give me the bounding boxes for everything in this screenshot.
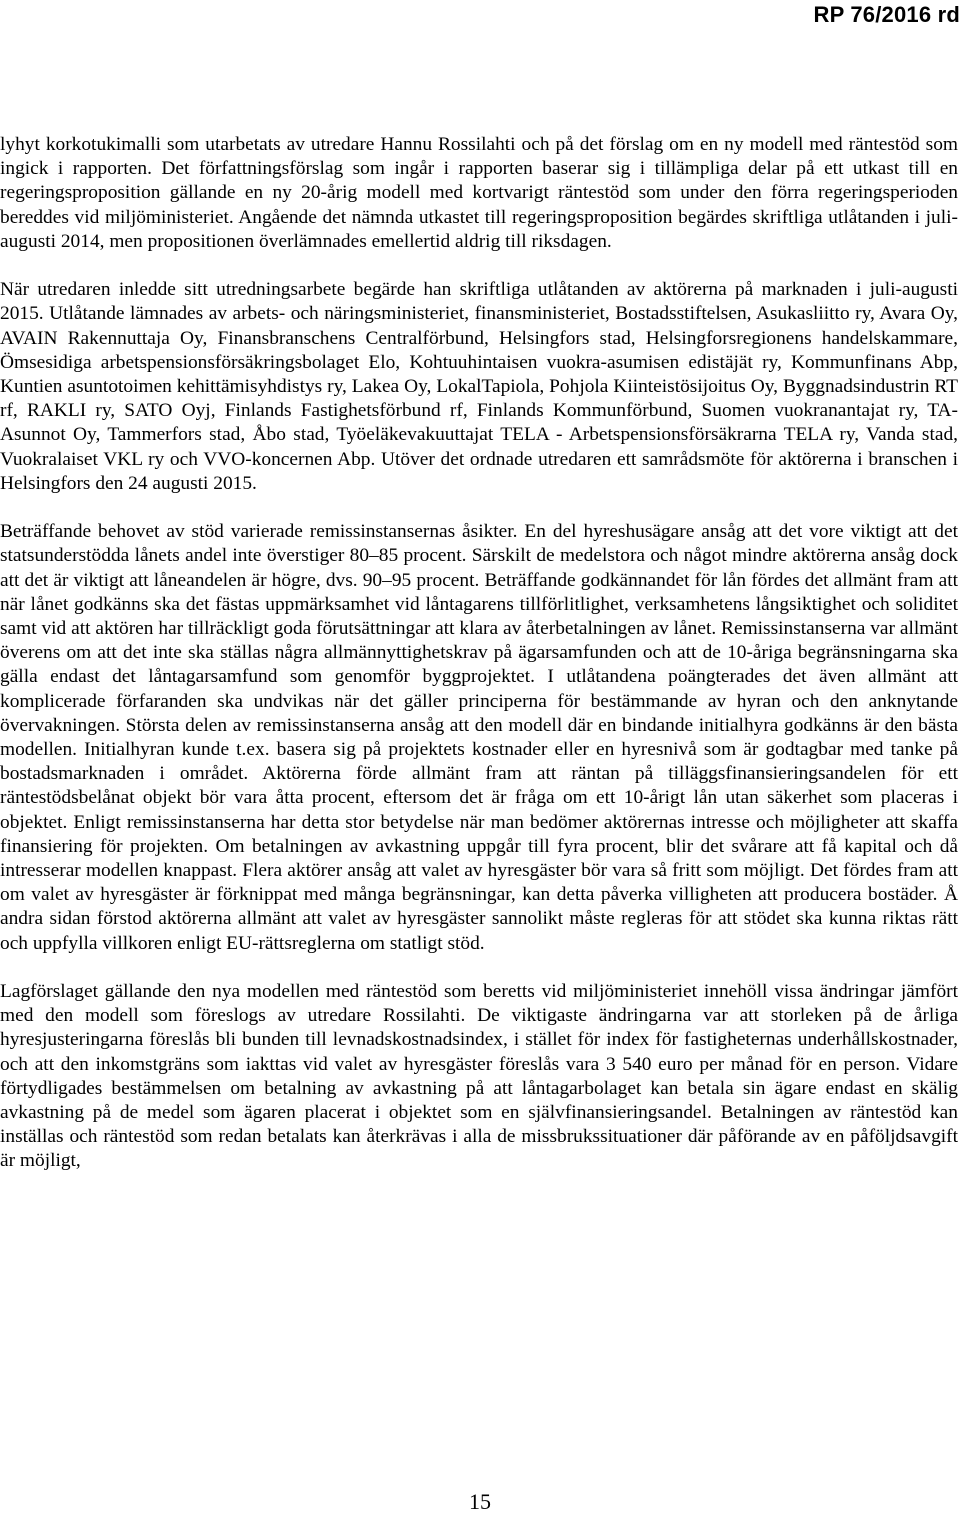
body-text — [0, 133, 958, 1174]
page-number: 15 — [469, 1489, 491, 1514]
paragraph-1: lyhyt korkotukimalli som utarbetats av utredare Hannu Rossilahti och på det förslag om en ny modell med räntestöd som ingick i rapporten. Det författningsförslag som ingår i rapporten baserar sig i tillämpliga delar på ett utkast till en regeringsproposition gällande en ny 20-årig modell med kortvarigt räntestöd som under den förra regeringsperioden bereddes vid miljöministeriet. Angående det nämnda utkastet till regeringsproposition begärdes skriftliga utlåtanden i juli-augusti 2014, men propositionen överlämnades emellertid aldrig till riksdagen. — [0, 134, 958, 252]
paragraph-3: Beträffande behovet av stöd varierade remissinstansernas åsikter. En del hyreshusägare ansåg att det vore viktigt att det statsunderstödda lånets andel inte överstiger 80–85 procent. Särskilt de medelstora och något mindre aktörerna ansåg dock att det är viktigt att låneandelen är högre, dvs. 90–95 procent. Beträffande godkännandet för lån fördes det allmänt fram att när lånet godkänns ska det fästas uppmärksamhet vid låntagarens tillförlitlighet, verksamhetens långsiktighet och soliditet samt vid att aktören har tillräckligt goda förutsättningar att klara av återbetalningen av lånet. Remissinstanserna var allmänt överens om att det inte ska ställas några allmännyttighetskrav på ägarsamfunden och att de 10-åriga begränsningarna ska gälla endast det låntagarsamfund som genomför byggprojektet. I utlåtandena poängterades det även allmänt att komplicerade förfaranden ska undvikas när det gäller principerna för bestämmande av hyran och den anknytande övervakningen. Största delen av remissinstanserna ansåg att den modell där en bindande initialhyra godkänns är den bästa modellen. Initialhyran kunde t.ex. basera sig på projektets kostnader eller en hyresnivå som är godtagbar med tanke på bostadsmarknaden i området. Aktörerna förde allmänt fram att räntan på tilläggsfinansieringsandelen för ett räntestödsbelånat objekt bör vara åtta procent, eftersom det är fråga om ett 10-årigt lån utan säkerhet som placeras i objektet. Enligt remissinstanserna har detta stor betydelse när man bedömer aktörernas intresse och möjligheter att skaffa finansiering för projekten. Om betalningen av avkastning uppgår till fyra procent, blir det svårare att få kapital och då intresserar modellen knappast. Flera aktörer ansåg att valet av hyresgäster bör vara så fritt som möjligt. Det fördes fram att om valet av hyresgäster är förknippat med många begränsningar, kan detta påverka villigheten att producera bostäder. Å andra sidan förstod aktörerna allmänt att valet av hyresgäster sannolikt måste regleras för att stödet ska kunna riktas rätt och uppfylla villkoren enligt EU-rättsreglerna om statligt stöd. — [0, 521, 958, 954]
paragraph-4: Lagförslaget gällande den nya modellen med räntestöd som beretts vid miljöministeriet innehöll vissa ändringar jämfört med den modell som föreslogs av utredare Rossilahti. De viktigaste ändringarna var att storleken på de årliga hyresjusteringarna föreslås bli bunden till levnadskostnadsindex, i stället för index för fastigheternas underhållskostnader, och att den inkomstgräns som iakttas vid valet av hyresgäster föreslås vara 3 540 euro per månad för en person. Vidare förtydligades bestämmelsen om betalning av avkastning på att låntagarbolaget kan betala sin ägare endast en skälig avkastning på de medel som ägaren placerat i objektet som en självfinansieringsandel. Betalningen av räntestöd kan inställas och räntestöd som redan betalats kan återkrävas i alla de missbrukssituationer där påförande av en påföljdsavgift är möjligt, — [0, 981, 958, 1172]
paragraph-2: När utredaren inledde sitt utredningsarbete begärde han skriftliga utlåtanden av aktörerna på marknaden i juli-augusti 2015. Utlåtande lämnades av arbets- och näringsministeriet, finansministeriet, Bostadsstiftelsen, Asukasliitto ry, Avara Oy, AVAIN Rakennuttaja Oy, Finansbranschens Centralförbund, Helsingfors stad, Helsingforsregionens handelskammare, Ömsesidiga arbetspensionsförsäkringsbolaget Elo, Kohtuuhintaisen vuokra-asumisen edistäjät ry, Kommunfinans Abp, Kuntien asuntotoimen kehittämisyhdistys ry, Lakea Oy, LokalTapiola, Pohjola Kiinteistösijoitus Oy, Byggnadsindustrin RT rf, RAKLI ry, SATO Oyj, Finlands Fastighetsförbund rf, Finlands Kommunförbund, Suomen vuokranantajat ry, TA-Asunnot Oy, Tammerfors stad, Åbo stad, Työeläkevakuuttajat TELA - Arbetspensionsförsäkrarna TELA ry, Vanda stad, Vuokralaiset VKL ry och VVO-koncernen Abp. Utöver det ordnade utredaren ett samrådsmöte för aktörerna i branschen i Helsingfors den 24 augusti 2015. — [0, 279, 958, 494]
document-id-header: RP 76/2016 rd — [813, 2, 960, 27]
